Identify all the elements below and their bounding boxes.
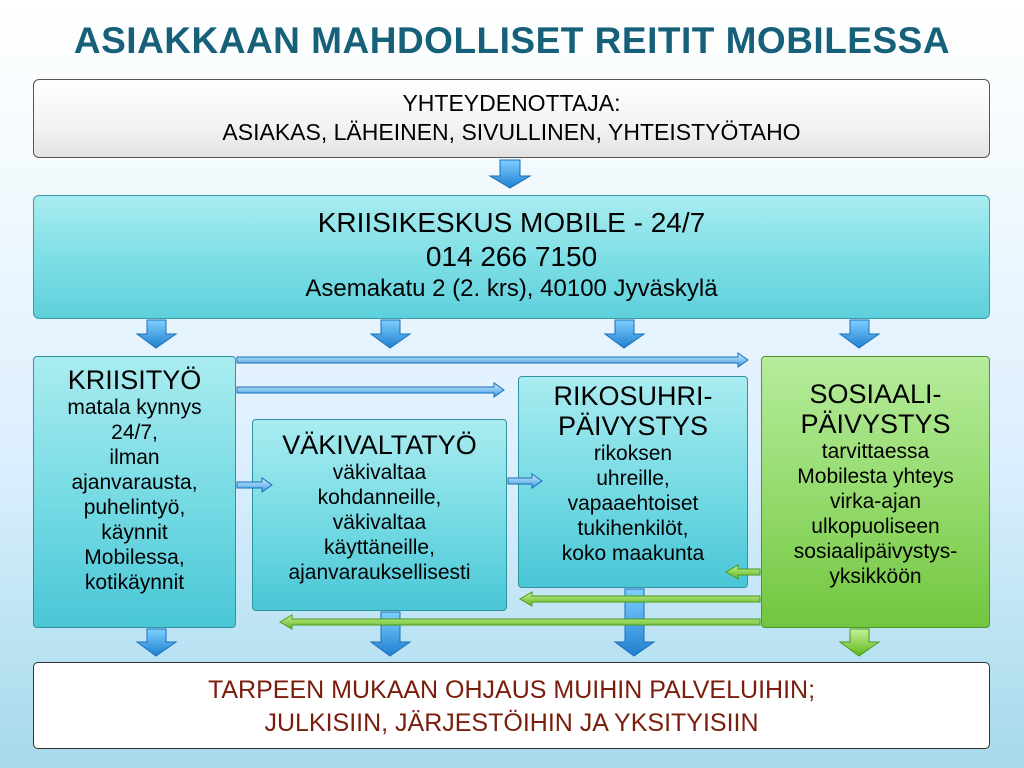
arrow-down-icon: [490, 160, 530, 188]
arrow-right-icon: [237, 353, 748, 367]
page-title: ASIAKKAAN MAHDOLLISET REITIT MOBILESSA: [73, 20, 951, 61]
rikosuhri-line: rikoksen: [593, 442, 673, 465]
rikosuhri-line: koko maakunta: [561, 542, 705, 565]
rikosuhri-line: vapaaehtoiset: [567, 492, 699, 515]
sosiaalipaivystys-box: [761, 356, 990, 628]
arrow-down-icon: [840, 320, 879, 348]
arrow-down-icon: [605, 320, 644, 348]
arrow-down-icon: [615, 589, 654, 656]
kriisityo-line: matala kynnys: [67, 396, 202, 419]
arrow-right-icon: [237, 383, 504, 397]
vakivaltatyo-line: kohdanneille,: [317, 486, 442, 509]
kriisityo-line: Mobilessa,: [84, 546, 185, 569]
kriisityo-line: 24/7,: [111, 421, 158, 444]
referral-box: [33, 662, 990, 749]
vakivaltatyo-line: väkivaltaa: [332, 511, 427, 534]
kriisityo-heading: KRIISITYÖ: [67, 365, 202, 395]
vakivaltatyo-line: ajanvarauksellisesti: [288, 561, 471, 584]
rikosuhri-line: tukihenkilöt,: [577, 517, 689, 540]
kriisityo-line: ajanvarausta,: [71, 471, 198, 494]
crisis-center-address: Asemakatu 2 (2. krs), 40100 Jyväskylä: [305, 275, 718, 302]
sosiaali-heading: PÄIVYSTYS: [800, 409, 951, 439]
sosiaali-line: ulkopuoliseen: [811, 515, 940, 538]
sosiaali-heading: SOSIAALI-: [809, 379, 942, 409]
contact-box: [33, 79, 990, 158]
contact-heading: YHTEYDENOTTAJA:: [402, 90, 621, 116]
arrow-left-icon: [280, 615, 760, 629]
kriisityo-line: ilman: [109, 446, 160, 469]
rikosuhripaivystys-box: [518, 376, 748, 588]
rikosuhri-heading: PÄIVYSTYS: [557, 411, 709, 441]
contact-types: ASIAKAS, LÄHEINEN, SIVULLINEN, YHTEISTYÖTAHO: [222, 119, 801, 145]
rikosuhri-line: uhreille,: [596, 467, 670, 490]
kriisityo-line: puhelintyö,: [83, 496, 186, 519]
sosiaali-line: sosiaalipäivystys-: [793, 540, 958, 563]
arrow-down-icon: [371, 320, 410, 348]
crisis-center-name: KRIISIKESKUS MOBILE - 24/7: [317, 207, 706, 238]
arrow-left-icon: [520, 592, 760, 606]
arrow-down-icon: [840, 629, 879, 656]
arrow-down-icon: [137, 320, 176, 348]
sosiaali-line: yksikköön: [829, 565, 922, 588]
rikosuhri-heading: RIKOSUHRI-: [553, 381, 713, 411]
vakivaltatyo-line: väkivaltaa: [332, 461, 427, 484]
kriisityo-line: kotikäynnit: [84, 571, 185, 594]
arrow-down-icon: [371, 612, 410, 656]
sosiaali-line: tarvittaessa: [821, 440, 930, 463]
referral-line-2: JULKISIIN, JÄRJESTÖIHIN JA YKSITYISIIN: [264, 709, 759, 737]
kriisityo-line: käynnit: [101, 521, 168, 544]
crisis-center-box: [33, 195, 990, 319]
sosiaali-line: Mobilesta yhteys: [797, 465, 954, 488]
sosiaali-line: virka-ajan: [829, 490, 922, 513]
referral-line-1: TARPEEN MUKAAN OHJAUS MUIHIN PALVELUIHIN;: [207, 676, 816, 704]
vakivaltatyo-heading: VÄKIVALTATYÖ: [282, 430, 477, 460]
vakivaltatyo-line: käyttäneille,: [324, 536, 435, 559]
arrow-down-icon: [137, 629, 176, 656]
vakivaltatyo-box: [252, 419, 507, 611]
crisis-center-phone: 014 266 7150: [425, 241, 598, 272]
kriisityo-box: [33, 356, 236, 628]
